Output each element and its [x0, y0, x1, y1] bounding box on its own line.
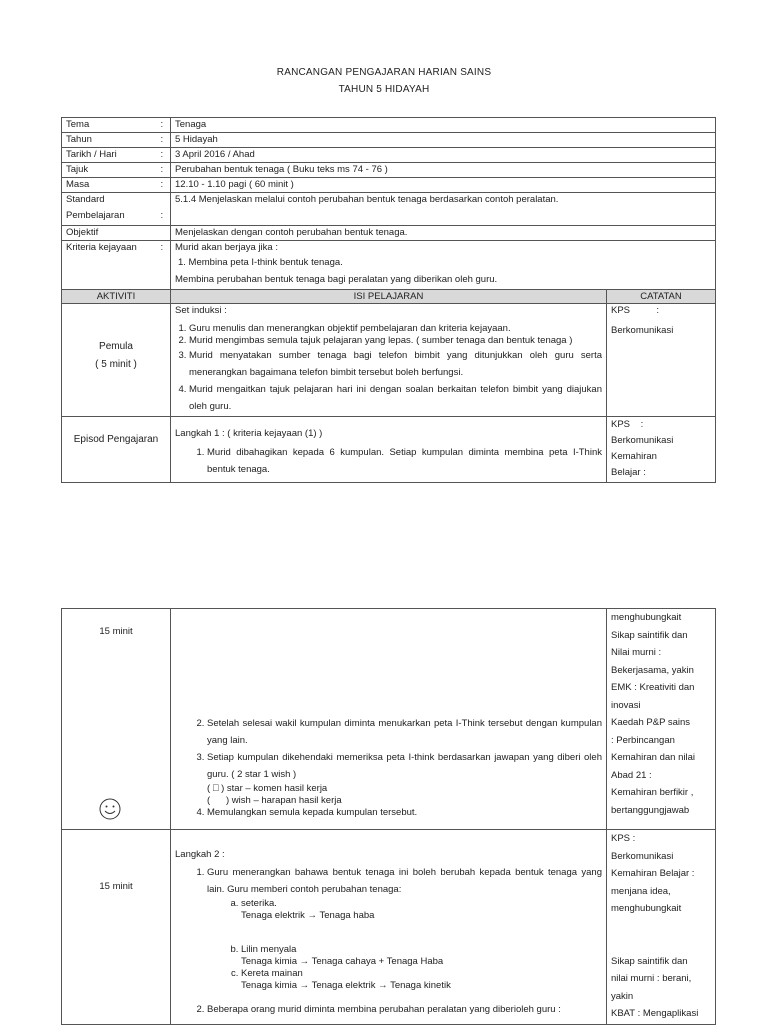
episod-label: Episod Pengajaran: [73, 434, 159, 445]
example-c: [241, 968, 602, 992]
example-c-flow: Tenaga kimia → Tenaga elektrik → Tenaga kinetik: [241, 980, 451, 991]
section2-steps: [175, 715, 602, 783]
info-colon: :: [157, 148, 171, 163]
info-label: Masa: [62, 178, 157, 193]
smiley-icon: [99, 798, 121, 820]
info-row: [62, 178, 716, 193]
episod-catatan-1: KPS :: [611, 419, 644, 430]
catatan-line: menghubungkait: [611, 612, 682, 623]
pemula-time: ( 5 minit ): [95, 359, 137, 370]
section2-step-4: 4. Memulangkan semula kepada kumpulan tersebut.: [207, 807, 602, 819]
catatan-line: bertanggungjawab: [611, 804, 690, 816]
section3-steps: [175, 864, 602, 898]
example-a: [241, 898, 602, 922]
catatan-line: [611, 918, 711, 936]
objektif-row: [62, 226, 716, 241]
info-value: 12.10 - 1.10 pagi ( 60 minit ): [171, 178, 716, 193]
info-row: [62, 118, 716, 133]
info-row: [62, 148, 716, 163]
example-b-flow: Tenaga kimia → Tenaga cahaya + Tenaga Haba: [241, 956, 444, 967]
catatan-line: yakin: [611, 990, 634, 1002]
pemula-steps: [175, 323, 602, 415]
episod-catatan-2: Berkomunikasi: [611, 435, 674, 446]
pemula-label: Pemula: [99, 341, 133, 352]
objektif-value: Menjelaskan dengan contoh perubahan bentuk tenaga.: [171, 226, 716, 241]
header-aktiviti: AKTIVITI: [62, 290, 171, 304]
pemula-step-4: 4. Murid mengaitkan tajuk pelajaran hari ini dengan soalan berkaitan telefon bimbit yang diajukan oleh guru.: [189, 381, 602, 415]
section2-time: 15 minit: [99, 626, 133, 637]
kriteria-row: [62, 241, 716, 290]
info-label: Tahun: [62, 133, 157, 148]
catatan-line: [611, 935, 711, 953]
episod-step-1: 1. Murid dibahagikan kepada 6 kumpulan. Setiap kumpulan diminta membina peta I-Think bentuk tenaga.: [207, 444, 602, 478]
episod-row: [62, 417, 716, 483]
page-subtitle: TAHUN 5 HIDAYAH: [338, 84, 430, 95]
header-catatan: CATATAN: [607, 290, 716, 304]
catatan-line: Nilai murni :: [611, 647, 662, 658]
catatan-line: nilai murni : berani,: [611, 973, 692, 984]
section2-row: [62, 609, 716, 830]
example-b: [241, 944, 602, 968]
objektif-label: Objektif: [62, 226, 157, 241]
episod-catatan-3: Kemahiran: [611, 451, 657, 462]
standard-row: [62, 193, 716, 226]
info-label: Tema: [62, 118, 157, 133]
info-colon: :: [157, 118, 171, 133]
section2-star: ( ⃞ ) star – komen hasil kerja: [207, 783, 328, 794]
standard-value: 5.1.4 Menjelaskan melalui contoh perubahan bentuk tenaga berdasarkan contoh peralatan.: [171, 193, 716, 226]
info-rows: [62, 118, 716, 193]
catatan-line: menjana idea,: [611, 885, 671, 897]
section2-catatan: [607, 609, 716, 830]
section3-steps-b: [175, 1004, 602, 1016]
info-colon: :: [157, 163, 171, 178]
episod-langkah: Langkah 1 : ( kriteria kejayaan (1) ): [175, 428, 323, 439]
catatan-line: KBAT : Mengaplikasi: [611, 1008, 699, 1019]
catatan-line: Abad 21 :: [611, 769, 652, 781]
section2-step-3: 3. Setiap kumpulan dikehendaki memeriksa peta I-think berdasarkan jawapan yang diberi oleh guru. ( 2 star 1 wish ): [207, 749, 602, 783]
lesson-plan-table: [61, 117, 716, 483]
catatan-line: Kemahiran dan nilai: [611, 752, 695, 763]
catatan-line: Kemahiran Belajar :: [611, 868, 695, 879]
pemula-catatan-2: Berkomunikasi: [611, 325, 674, 336]
section2-wish: ( ) wish – harapan hasil kerja: [207, 795, 342, 806]
kriteria-label: Kriteria kejayaan: [62, 241, 157, 290]
example-b-name: b. Lilin menyala: [241, 944, 297, 955]
catatan-line: Bekerjasama, yakin: [611, 664, 694, 676]
catatan-line: inovasi: [611, 699, 641, 711]
info-label: Tarikh / Hari: [62, 148, 157, 163]
header-isi: ISI PELAJARAN: [171, 290, 607, 304]
continuation-table: [61, 608, 716, 1025]
catatan-line: Berkomunikasi: [611, 850, 674, 862]
standard-colon: :: [160, 210, 164, 221]
info-row: [62, 133, 716, 148]
example-a-name: a. seterika.: [241, 898, 277, 909]
kriteria-item-2: Membina perubahan bentuk tenaga bagi peralatan yang diberikan oleh guru.: [175, 274, 498, 285]
info-colon: :: [157, 178, 171, 193]
info-value: Tenaga: [171, 118, 716, 133]
section2-steps-b: [175, 807, 602, 819]
catatan-line: menghubungkait: [611, 903, 682, 914]
pemula-catatan-1: KPS :: [611, 305, 660, 316]
catatan-line: Kaedah P&P sains: [611, 717, 691, 728]
kriteria-intro: Murid akan berjaya jika :: [175, 242, 278, 253]
page-title: RANCANGAN PENGAJARAN HARIAN SAINS: [276, 67, 492, 78]
pemula-intro: Set induksi :: [175, 305, 227, 316]
standard-label-2: Pembelajaran: [66, 210, 125, 221]
info-colon: :: [157, 133, 171, 148]
pemula-row: [62, 304, 716, 417]
catatan-line: KPS :: [611, 833, 636, 844]
pemula-step-2: 2. Murid mengimbas semula tajuk pelajaran yang lepas. ( sumber tenaga dan bentuk tenaga ): [189, 335, 602, 347]
section3-time: 15 minit: [99, 881, 133, 892]
catatan-line: Kemahiran berfikir ,: [611, 787, 694, 798]
section3-examples: [175, 898, 602, 992]
catatan-line: Sikap saintifik dan: [611, 955, 688, 967]
pemula-step-1: 1. Guru menulis dan menerangkan objektif pembelajaran dan kriteria kejayaan.: [189, 323, 602, 335]
info-label: Tajuk: [62, 163, 157, 178]
standard-label: Standard: [66, 194, 105, 205]
section3-row: [62, 830, 716, 1025]
section3-step-1: 1. Guru menerangkan bahawa bentuk tenaga ini boleh berubah kepada bentuk tenaga yang lain. Guru memberi contoh perubahan tenaga:: [207, 864, 602, 898]
section3-catatan: [607, 830, 716, 1025]
info-value: 3 April 2016 / Ahad: [171, 148, 716, 163]
pemula-step-3: 3. Murid menyatakan sumber tenaga bagi telefon bimbit yang ditunjukkan oleh guru serta menerangkan bagaimana telefon bimbit tersebut boleh berfungsi.: [189, 347, 602, 381]
catatan-line: Sikap saintifik dan: [611, 629, 688, 641]
info-value: 5 Hidayah: [171, 133, 716, 148]
kriteria-colon: :: [160, 242, 164, 253]
section2-step-2: 2. Setelah selesai wakil kumpulan diminta menukarkan peta I-Think tersebut dengan kumpulan yang lain.: [207, 715, 602, 749]
episod-steps: [175, 444, 602, 478]
kriteria-item-1: 1. Membina peta I-think bentuk tenaga.: [178, 257, 343, 268]
catatan-line: : Perbincangan: [611, 734, 675, 746]
episod-catatan-4: Belajar :: [611, 467, 646, 478]
example-c-name: c. Kereta mainan: [241, 968, 303, 979]
info-row: [62, 163, 716, 178]
activity-header-row: [62, 290, 716, 304]
example-a-flow: Tenaga elektrik → Tenaga haba: [241, 910, 375, 921]
catatan-line: EMK : Kreativiti dan: [611, 682, 695, 693]
section3-step-2: 2. Beberapa orang murid diminta membina perubahan peralatan yang diberioleh guru :: [207, 1004, 602, 1016]
section3-langkah: Langkah 2 :: [175, 849, 225, 860]
info-value: Perubahan bentuk tenaga ( Buku teks ms 74 - 76 ): [171, 163, 716, 178]
